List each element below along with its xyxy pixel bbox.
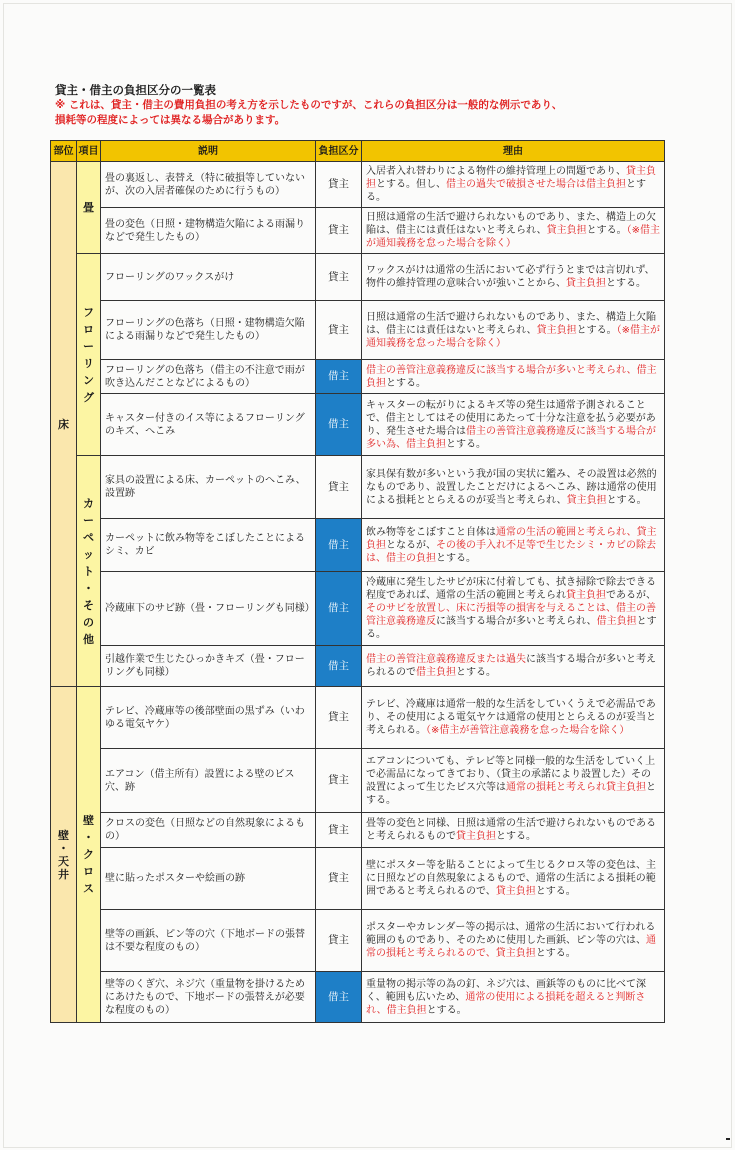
row-reason	[362, 301, 665, 360]
vertical-label-char: ン	[83, 373, 94, 387]
reason-text: とする。	[535, 948, 576, 959]
page-title: 貸主・借主の負担区分の一覧表	[55, 83, 216, 97]
vertical-label-char: そ	[83, 598, 94, 612]
vertical-label-char: 壁	[58, 828, 69, 842]
row-reason	[362, 848, 665, 910]
row-desc: キャスター付きのイス等によるフローリングのキズ、へこみ	[101, 394, 316, 456]
reason-text: 入居者入れ替わりによる物件の維持管理上の問題であり、	[366, 166, 626, 177]
row-desc: 家具の設置による床、カーペットのへこみ、設置跡	[101, 456, 316, 519]
table-row	[51, 208, 665, 254]
part-wall-ceiling-label	[58, 829, 69, 881]
item-tatami-label: 畳	[83, 201, 94, 214]
table-row	[51, 456, 665, 519]
header-row	[51, 141, 665, 162]
reason-text: 家具保有数が多いという我が国の実状に鑑み、その設置は必然的なものであり、設置したことだけによるへこみ、跡は通常の使用による損耗ととらえるのが妥当と考えられ、	[366, 468, 657, 506]
reason-emphasis: 貸主負担	[566, 590, 606, 601]
reason-text: 重量物の掲示等の為の釘、ネジ穴は、画鋲等のものに比べて深く、範囲も広いため、	[366, 978, 646, 1003]
row-burden: 借主	[316, 572, 362, 646]
reason-emphasis: その後の手入れ不足等で生じたシミ・カビの除去は、借主の負担	[366, 539, 656, 564]
reason-emphasis: 借主の善管注意義務違反または過失	[366, 654, 526, 665]
row-desc: エアコン（借主所有）設置による壁のビス穴、跡	[101, 749, 316, 813]
reason-emphasis: 貸主負担	[495, 886, 536, 897]
part-floor-label: 床	[58, 417, 69, 431]
note-line-2: 損耗等の程度によっては異なる場合があります。	[55, 114, 286, 126]
reason-text: ワックスがけは通常の生活において必ず行うとまでは言切れず、物件の維持管理の意味合いが強いことから、	[366, 265, 655, 289]
row-reason	[362, 646, 665, 687]
vertical-label-char: ロ	[83, 322, 94, 336]
vertical-label-char: ー	[83, 339, 94, 353]
vertical-label-char: フ	[83, 305, 94, 319]
reason-emphasis: 通常の生活の範囲と考えられ、貸主負担	[366, 526, 657, 551]
item-flooring-label	[83, 304, 94, 406]
row-desc: 引越作業で生じたひっかきキズ（畳・フローリングも同様）	[101, 646, 316, 687]
table-row	[51, 972, 665, 1023]
vertical-label-char: 天	[58, 854, 69, 868]
table-row	[51, 910, 665, 972]
reason-text: 飲み物等をこぼすこと自体は	[366, 526, 496, 538]
row-desc: フローリングのワックスがけ	[101, 254, 316, 301]
row-reason	[362, 519, 665, 572]
reason-text: とする。	[366, 179, 646, 203]
vertical-label-char: 井	[58, 867, 69, 881]
row-desc: フローリングの色落ち（日照・建物構造欠陥による雨漏りなどで発生したもの）	[101, 301, 316, 360]
row-desc: テレビ、冷蔵庫等の後部壁面の黒ずみ（いわゆる電気ヤケ）	[101, 687, 316, 749]
reason-text: とする。但し、	[376, 179, 446, 190]
vertical-label-char: 壁	[83, 814, 94, 827]
note-line-1: ※ これは、貸主・借主の費用負担の考え方を示したものですが、これらの負担区分は一般的な例示であり、	[55, 99, 563, 111]
row-burden: 貸主	[316, 687, 362, 749]
table-row	[51, 646, 665, 687]
row-reason	[362, 813, 665, 848]
header-part: 部位	[51, 141, 77, 162]
vertical-label-char: ク	[83, 848, 94, 861]
reason-emphasis: 貸主負担	[546, 225, 587, 236]
reason-emphasis: 借主負担	[416, 667, 456, 678]
vertical-label-char: ス	[83, 882, 94, 895]
reason-emphasis: 借主の過失で破損させた場合は借主負担	[446, 179, 626, 190]
reason-text: に該当する場合が多いと考えられるので	[366, 654, 656, 678]
item-carpet-label	[83, 495, 94, 648]
row-desc: 壁に貼ったポスターや絵画の跡	[101, 848, 316, 910]
vertical-label-char: の	[83, 615, 94, 629]
reason-text: とする。	[606, 494, 647, 506]
table-row	[51, 301, 665, 360]
row-burden: 貸主	[316, 749, 362, 813]
table-row	[51, 162, 665, 208]
row-reason	[362, 254, 665, 301]
row-burden: 借主	[316, 519, 362, 572]
row-burden: 貸主	[316, 301, 362, 360]
reason-emphasis: 貸主負担	[366, 166, 656, 190]
reason-text: に該当する場合が多いと考えられ、	[436, 616, 597, 627]
reason-text: となるが、	[386, 539, 436, 551]
table-row	[51, 519, 665, 572]
scan-mark	[726, 1138, 730, 1140]
table-row	[51, 394, 665, 456]
reason-text: とする。	[606, 278, 646, 289]
reason-text: とする。	[586, 225, 627, 236]
row-burden: 貸主	[316, 848, 362, 910]
vertical-label-char: 他	[83, 632, 94, 646]
header-reason: 理由	[362, 141, 665, 162]
reason-text: とする。	[366, 616, 657, 640]
reason-text: 日照は通常の生活で避けられないものであり、また、構造上欠陥は、借主には責任はないと考えられ、	[366, 311, 656, 336]
vertical-label-char: ・	[58, 841, 69, 855]
header-item: 項目	[77, 141, 101, 162]
reason-text: キャスターの転がりによるキズ等の発生は通常予測されることで、借主としてはその使用にあたって十分な注意を払う必要があり、発生させた場合は	[366, 399, 656, 437]
reason-text: エアコンについても、テレビ等と同様一般的な生活をしていく上で必需品になってきており、（貸主の承諾により設置した）その設置によって生じたビス穴等は	[366, 755, 656, 793]
reason-text: 日照は通常の生活で避けられないものであり、また、構造上の欠陥は、借主には責任はないと考えられ、	[366, 212, 656, 236]
item-wall-cloth-label	[83, 812, 94, 897]
row-burden: 借主	[316, 360, 362, 394]
reason-emphasis: 通常の使用による損耗を超えると判断され、借主負担	[366, 991, 646, 1016]
table-row	[51, 254, 665, 301]
reason-text: 冷蔵庫に発生したサビが床に付着しても、拭き掃除で除去できる程度であれば、通常の生活の範囲と考えられ	[366, 577, 656, 601]
row-desc: 冷蔵庫下のサビ跡（畳・フローリングも同様）	[101, 572, 316, 646]
item-wall-cloth	[77, 687, 101, 1023]
vertical-label-char: リ	[83, 356, 94, 370]
reason-emphasis: 貸主負担	[566, 494, 607, 506]
reason-text: であるが、	[606, 590, 656, 601]
reason-text: 畳等の変色と同様、日照は通常の生活で避けられないものであると考えられるもので	[366, 818, 656, 842]
vertical-label-char: ッ	[83, 547, 94, 561]
table-row	[51, 813, 665, 848]
row-reason	[362, 572, 665, 646]
reason-emphasis: 借主の善管注意義務違反に該当する場合が多いと考えられ、借主負担	[366, 364, 657, 389]
reason-emphasis: そのサビを放置し、床に汚損等の損害を与えることは、借主の善管注意義務違反	[366, 603, 656, 627]
reason-emphasis: 通常の損耗と考えられるので、貸主負担	[366, 935, 656, 959]
row-reason	[362, 687, 665, 749]
vertical-label-char: グ	[83, 390, 94, 404]
part-wall-ceiling	[51, 687, 77, 1023]
reason-text: とする。	[426, 1004, 467, 1016]
vertical-label-char: ・	[83, 831, 94, 844]
reason-text: とする。	[366, 781, 656, 806]
row-burden: 貸主	[316, 910, 362, 972]
reason-text: テレビ、冷蔵庫は通常一般的な生活をしていくうえで必需品であり、その使用による電気ヤケは通常の使用ととらえるのが妥当と考えられる。	[366, 699, 656, 736]
reason-text: とする。	[436, 552, 476, 564]
reason-emphasis: （※借主が善管注意義務を怠った場合を除く）	[426, 725, 630, 736]
row-desc: カーペットに飲み物等をこぼしたことによるシミ、カビ	[101, 519, 316, 572]
row-burden: 貸主	[316, 162, 362, 208]
row-desc: フローリングの色落ち（借主の不注意で雨が吹き込んだことなどによるもの）	[101, 360, 316, 394]
row-reason	[362, 910, 665, 972]
row-burden: 借主	[316, 394, 362, 456]
item-carpet	[77, 456, 101, 687]
row-burden: 貸主	[316, 208, 362, 254]
burden-table	[50, 140, 665, 1023]
row-reason	[362, 360, 665, 394]
reason-emphasis: 借主負担	[596, 616, 637, 627]
vertical-label-char: ト	[83, 564, 94, 578]
row-reason	[362, 749, 665, 813]
reason-emphasis: 通常の損耗と考えられ貸主負担	[506, 781, 646, 793]
table-row	[51, 572, 665, 646]
vertical-label-char: ペ	[83, 530, 94, 544]
vertical-label-char: ロ	[83, 865, 94, 878]
reason-text: とする。	[535, 886, 576, 897]
reason-text: とする。	[386, 377, 426, 389]
vertical-label-char: ー	[83, 513, 94, 527]
reason-text: とする。	[456, 667, 496, 678]
reason-emphasis: 貸主負担	[456, 831, 496, 842]
row-reason	[362, 972, 665, 1023]
table-row	[51, 848, 665, 910]
row-reason	[362, 456, 665, 519]
header-burden: 負担区分	[316, 141, 362, 162]
reason-text: 壁にポスター等を貼ることによって生じるクロス等の変色は、主に日照などの自然現象によるもので、通常の生活による損耗の範囲であると考えられるので、	[366, 860, 656, 897]
part-floor	[51, 162, 77, 687]
reason-emphasis: （※借主が通知義務を怠った場合を除く）	[366, 324, 660, 349]
row-desc: 壁等のくぎ穴、ネジ穴（重量物を掛けるためにあけたもので、下地ボードの張替えが必要な程度のもの）	[101, 972, 316, 1023]
row-burden: 貸主	[316, 456, 362, 519]
row-desc: 畳の変色（日照・建物構造欠陥による雨漏りなどで発生したもの）	[101, 208, 316, 254]
reason-emphasis: （※借主が通知義務を怠った場合を除く）	[366, 225, 660, 249]
row-desc: 畳の裏返し、表替え（特に破損等していないが、次の入居者確保のために行うもの）	[101, 162, 316, 208]
row-burden: 貸主	[316, 813, 362, 848]
row-burden: 借主	[316, 646, 362, 687]
reason-text: とする。	[496, 831, 536, 842]
row-reason	[362, 208, 665, 254]
row-burden: 貸主	[316, 254, 362, 301]
table-row	[51, 749, 665, 813]
table-row	[51, 687, 665, 749]
row-reason	[362, 394, 665, 456]
reason-emphasis: 貸主負担	[566, 278, 606, 289]
reason-text: とする。	[446, 438, 486, 450]
reason-emphasis: 貸主負担	[536, 324, 577, 336]
reason-text: ポスターやカレンダー等の掲示は、通常の生活において行われる範囲のものであり、そのために使用した画鋲、ピン等の穴は、	[366, 922, 656, 946]
reason-emphasis: 借主の善管注意義務違反に該当する場合が多い為、借主負担	[366, 425, 656, 450]
reason-text: とする。	[576, 324, 617, 336]
item-flooring	[77, 254, 101, 456]
row-reason	[362, 162, 665, 208]
vertical-label-char: ・	[83, 581, 94, 595]
table-row	[51, 360, 665, 394]
vertical-label-char: カ	[83, 496, 94, 510]
item-tatami	[77, 162, 101, 254]
row-desc: クロスの変色（日照などの自然現象によるもの）	[101, 813, 316, 848]
header-desc: 説明	[101, 141, 316, 162]
row-burden: 借主	[316, 972, 362, 1023]
row-desc: 壁等の画鋲、ピン等の穴（下地ボードの張替は不要な程度のもの）	[101, 910, 316, 972]
